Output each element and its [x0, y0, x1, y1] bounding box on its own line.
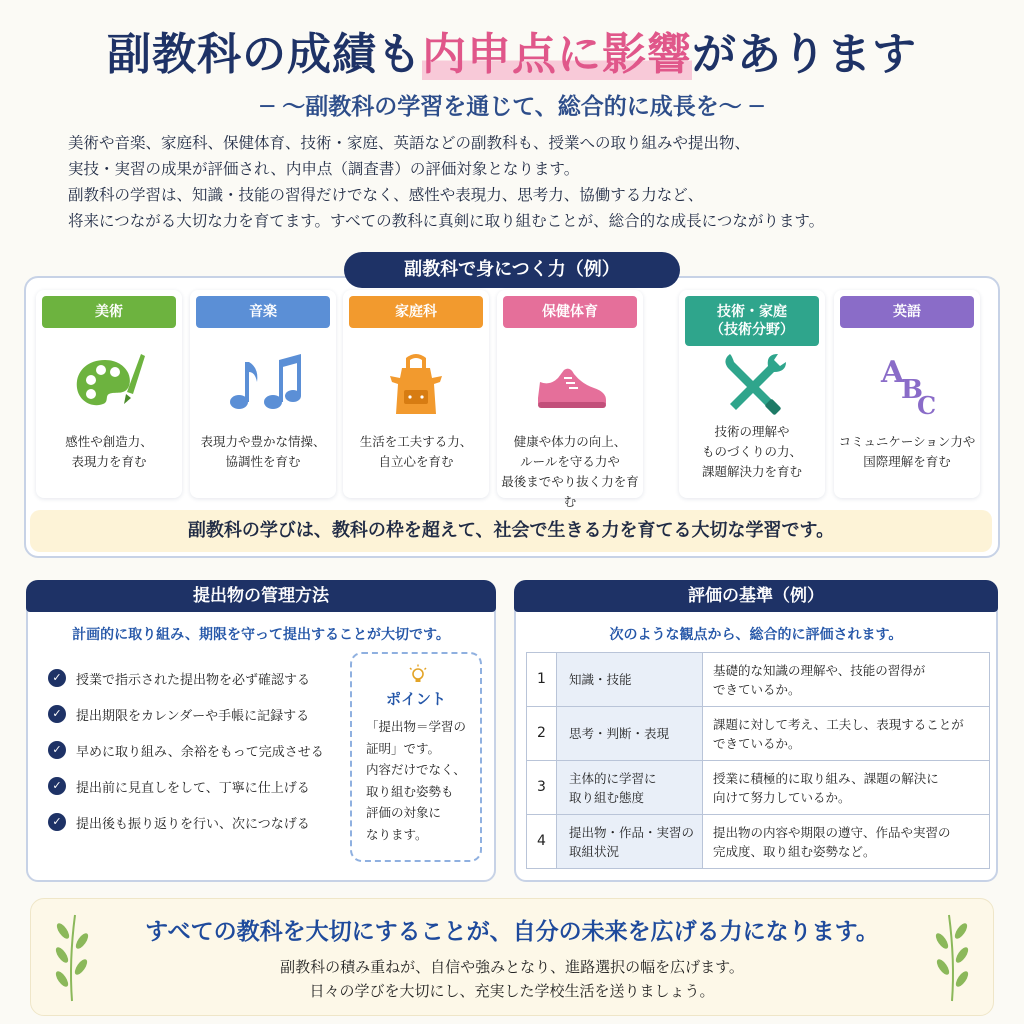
music-note-icon [223, 348, 303, 418]
intro-line: 実技・実習の成果が評価され、内申点（調査書）の評価対象となります。 [68, 160, 580, 178]
table-row: 4 提出物・作品・実習の 取組状況 提出物の内容や期限の遵守、作品や実習の 完成度、取り組む姿勢など。 [527, 815, 990, 869]
point-box [350, 652, 482, 862]
palette-icon [69, 348, 149, 418]
page-title: 副教科の成績も内申点に影響があります [107, 29, 917, 80]
table-row: 1 知識・技能 基礎的な知識の理解や、技能の習得が できているか。 [527, 653, 990, 707]
subject-card-english [834, 290, 980, 498]
sneaker-icon [530, 348, 610, 418]
footer-main: すべての教科を大切にすることが、自分の未来を広げる力になります。 [145, 919, 879, 945]
page-subtitle: ─ ～副教科の学習を通じて、総合的に成長を～ ─ [260, 94, 764, 120]
criteria-table [526, 652, 990, 869]
check-icon: ✓ [48, 777, 66, 795]
check-icon: ✓ [48, 669, 66, 687]
subject-desc: 健康や体力の向上、 ルールを守る力や 最後までやり抜く力を育む [501, 434, 639, 509]
submission-heading: 提出物の管理方法 [26, 580, 496, 612]
list-item: ✓ 授業で指示された提出物を必ず確認する [48, 660, 348, 696]
subject-card-pe [497, 290, 643, 509]
svg-text:A: A [881, 355, 905, 390]
lightbulb-icon [407, 664, 429, 686]
check-icon: ✓ [48, 705, 66, 723]
list-item: ✓ 提出期限をカレンダーや手帳に記録する [48, 696, 348, 732]
submission-panel [26, 580, 496, 882]
subject-tag: 技術・家庭 （技術分野） [685, 296, 819, 346]
subject-tag: 美術 [42, 296, 176, 328]
subject-card-art [36, 290, 182, 498]
footer-sub [31, 955, 993, 1003]
list-item: ✓ 早めに取り組み、余裕をもって完成させる [48, 732, 348, 768]
abc-icon [867, 348, 947, 418]
tools-icon [712, 348, 792, 418]
check-icon: ✓ [48, 813, 66, 831]
subject-tag: 保健体育 [503, 296, 637, 328]
intro-text [68, 130, 968, 234]
subject-desc: コミュニケーション力や 国際理解を育む [838, 434, 976, 469]
criteria-heading: 評価の基準（例） [514, 580, 998, 612]
skills-banner: 副教科の学びは、教科の枠を超えて、社会で生きる力を育てる大切な学習です。 [30, 510, 992, 552]
footer-message [30, 898, 994, 1016]
subject-desc: 生活を工夫する力、 自立心を育む [359, 434, 473, 469]
svg-text:C: C [917, 391, 937, 418]
leaf-branch-icon [929, 911, 975, 1003]
table-row: 2 思考・判断・表現 課題に対して考え、工夫し、表現することが できているか。 [527, 707, 990, 761]
intro-line: 将来につながる大切な力を育てます。すべての教科に真剣に取り組むことが、総合的な成長につながります。 [68, 212, 825, 230]
apron-icon [376, 348, 456, 418]
subject-desc: 表現力や豊かな情操、 協調性を育む [200, 434, 326, 469]
subject-desc: 技術の理解や ものづくりの力、 課題解決力を育む [701, 424, 802, 479]
subject-tag: 英語 [840, 296, 974, 328]
subject-card-home-economics [343, 290, 489, 498]
skills-heading: 副教科で身につく力（例） [344, 252, 680, 288]
footer-line: 日々の学びを大切にし、充実した学校生活を送りましょう。 [309, 982, 715, 1000]
subject-card-technology [679, 290, 825, 498]
check-icon: ✓ [48, 741, 66, 759]
list-item: ✓ 提出前に見直しをして、丁寧に仕上げる [48, 768, 348, 804]
title-highlight: 内申点に影響 [422, 29, 692, 80]
subject-tag: 家庭科 [349, 296, 483, 328]
submission-checklist [48, 660, 348, 840]
svg-text:B: B [901, 375, 923, 405]
list-item: ✓ 提出後も振り返りを行い、次につなげる [48, 804, 348, 840]
point-text: 「提出物＝学習の 証明」です。 内容だけでなく、 取り組む姿勢も 評価の対象に なります。 [366, 719, 467, 842]
subject-desc: 感性や創造力、 表現力を育む [65, 434, 153, 469]
criteria-panel [514, 580, 998, 882]
submission-lead: 計画的に取り組み、期限を守って提出することが大切です。 [72, 627, 450, 643]
subject-tag: 音楽 [196, 296, 330, 328]
table-row: 3 主体的に学習に 取り組む態度 授業に積極的に取り組み、課題の解決に 向けて努力しているか。 [527, 761, 990, 815]
point-title: ポイント [385, 690, 446, 708]
footer-line: 副教科の積み重ねが、自信や強みとなり、進路選択の幅を広げます。 [280, 958, 744, 976]
subject-card-music [190, 290, 336, 498]
criteria-lead: 次のような観点から、総合的に評価されます。 [609, 627, 903, 643]
intro-line: 副教科の学習は、知識・技能の習得だけでなく、感性や表現力、思考力、協働する力など、 [68, 186, 704, 204]
intro-line: 美術や音楽、家庭科、保健体育、技術・家庭、英語などの副教科も、授業への取り組みや提出物、 [68, 134, 751, 152]
